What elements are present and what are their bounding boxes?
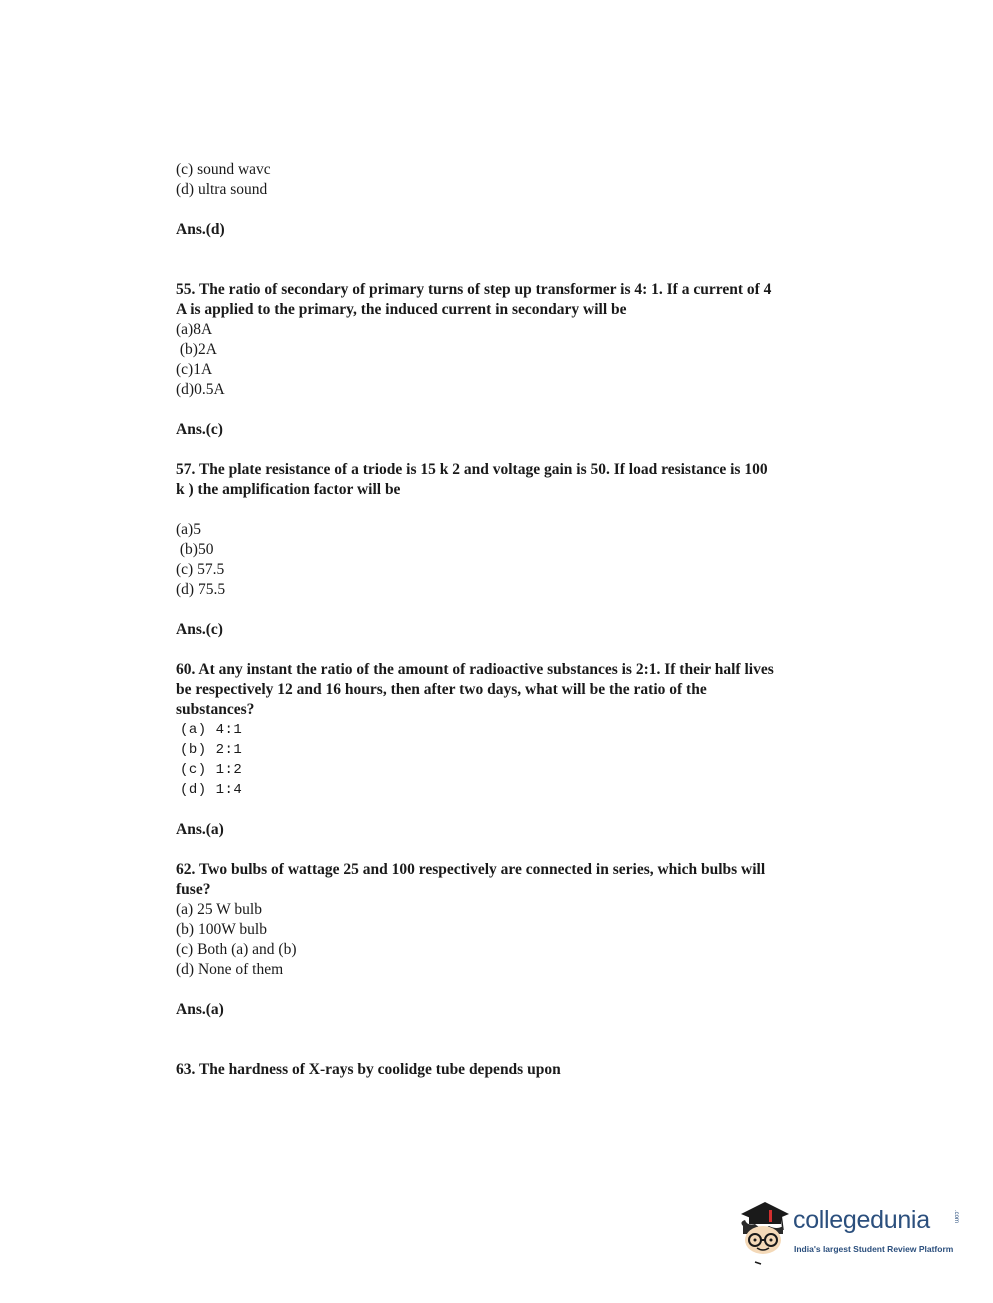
- answer: Ans.(a): [176, 1001, 224, 1018]
- question-text-line: k ) the amplification factor will be: [176, 481, 401, 498]
- question-text-line: 60. At any instant the ratio of the amount of radioactive substances is 2:1. If their half lives: [176, 661, 774, 678]
- answer: Ans.(c): [176, 421, 223, 438]
- option-b: (b)2A: [176, 341, 217, 358]
- option-d: (d) 1:4: [180, 782, 243, 798]
- option-c: (c) 1:2: [180, 762, 243, 778]
- option-c: (c) sound wavc: [176, 161, 271, 178]
- question-55-block: [176, 280, 876, 440]
- option-a: (a)8A: [176, 321, 213, 338]
- option-b: (b) 100W bulb: [176, 921, 267, 938]
- option-d: (d)0.5A: [176, 381, 225, 398]
- option-a: (a) 25 W bulb: [176, 901, 262, 918]
- question-60-block: [176, 660, 876, 840]
- collegedunia-logo: [735, 1196, 965, 1270]
- option-b: (b)50: [176, 541, 214, 558]
- question-text-line: 62. Two bulbs of wattage 25 and 100 respectively are connected in series, which bulbs will: [176, 861, 766, 878]
- option-c: (c) 57.5: [176, 561, 225, 578]
- question-text-line: 63. The hardness of X-rays by coolidge tube depends upon: [176, 1061, 561, 1078]
- logo-wordmark: collegedunia: [793, 1206, 930, 1234]
- document-body: [176, 160, 876, 1080]
- question-text-line: 55. The ratio of secondary of primary turns of step up transformer is 4: 1. If a current of 4: [176, 281, 772, 298]
- option-c: (c) Both (a) and (b): [176, 941, 297, 958]
- logo-com: .com: [953, 1210, 959, 1224]
- option-a: (a) 4:1: [180, 722, 243, 738]
- question-63-block: [176, 1060, 876, 1080]
- option-a: (a)5: [176, 521, 201, 538]
- question-62-block: [176, 860, 876, 1020]
- mascot-icon: [735, 1196, 793, 1270]
- question-text-line: fuse?: [176, 881, 211, 898]
- question-prev-block: [176, 160, 876, 240]
- answer: Ans.(a): [176, 821, 224, 838]
- option-c: (c)1A: [176, 361, 213, 378]
- logo-tagline: India's largest Student Review Platform: [794, 1244, 954, 1254]
- option-d: (d) None of them: [176, 961, 284, 978]
- answer: Ans.(c): [176, 621, 223, 638]
- question-text-line: A is applied to the primary, the induced current in secondary will be: [176, 301, 627, 318]
- option-d: (d) 75.5: [176, 581, 226, 598]
- option-b: (b) 2:1: [180, 742, 243, 758]
- answer: Ans.(d): [176, 221, 225, 238]
- question-text-line: 57. The plate resistance of a triode is 15 k 2 and voltage gain is 50. If load resistance is 100: [176, 461, 768, 478]
- option-d: (d) ultra sound: [176, 181, 268, 198]
- question-text-line: substances?: [176, 701, 255, 718]
- question-57-block: [176, 460, 876, 640]
- question-text-line: be respectively 12 and 16 hours, then after two days, what will be the ratio of the: [176, 681, 707, 698]
